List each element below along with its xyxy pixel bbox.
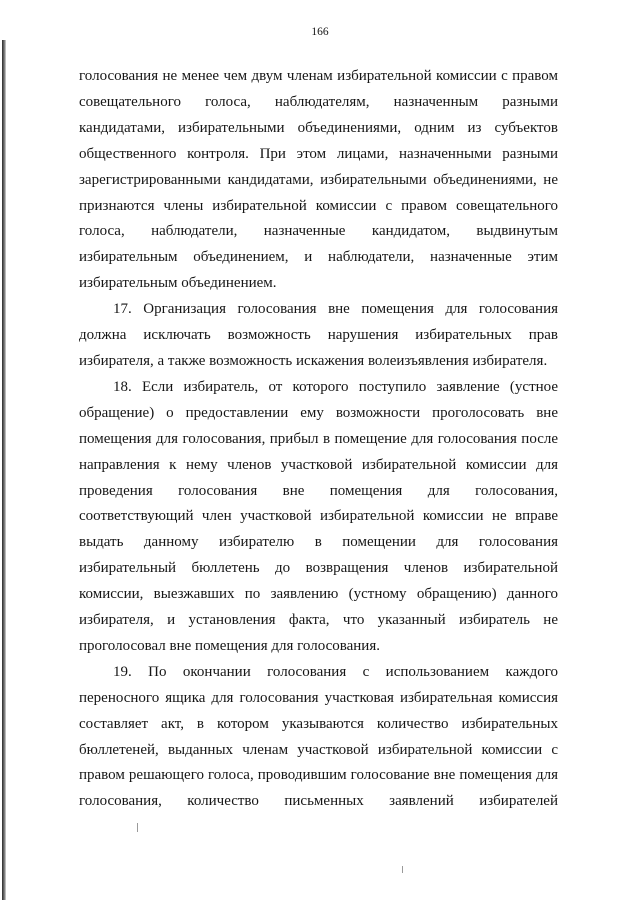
scan-left-edge <box>2 40 6 900</box>
scan-speck <box>402 866 403 873</box>
paragraph-18: 18. Если избиратель, от которого поступило заявление (устное обращение) о предоставлении ему возможности проголосовать вне помещения для голосования, прибыл в помещение для голосования после направления к нему членов участковой избирательной комиссии для проведения голосования вне помещения для голосования, соответствующий член участковой избирательной комиссии не вправе выдать данному избирателю в помещении для голосования избирательный бюллетень до возвращения членов избирательной комиссии, выезжавших по заявлению (устному обращению) данного избирателя, и установления факта, что указанный избиратель не проголосовал вне помещения для голосования. <box>79 378 558 654</box>
document-body <box>79 64 558 815</box>
scan-speck <box>137 823 138 832</box>
paragraph-continuation: голосования не менее чем двум членам избирательной комиссии с правом совещательного голоса, наблюдателям, назначенным разными кандидатами, избирательными объединениями, одним из субъектов общественного контроля. При этом лицами, назначенными разными зарегистрированными кандидатами, избирательными объединениями, не признаются члены избирательной комиссии с правом совещательного голоса, наблюдатели, назначенные кандидатом, выдвинутым избирательным объединением, и наблюдатели, назначенные этим избирательным объединением. <box>79 68 558 292</box>
paragraph-17: 17. Организация голосования вне помещения для голосования должна исключать возможность нарушения избирательных прав избирателя, а также возможность искажения волеизъявления избирателя. <box>79 301 558 369</box>
paragraph-19: 19. По окончании голосования с использованием каждого переносного ящика для голосования участковая избирательная комиссия составляет акт, в котором указываются количество избирательных бюллетеней, выданных членам участковой избирательной комиссии с правом решающего голоса, проводившим голосование вне помещения для голосования, количество письменных заявлений избирателей <box>79 663 558 810</box>
page-number: 166 <box>311 26 329 38</box>
